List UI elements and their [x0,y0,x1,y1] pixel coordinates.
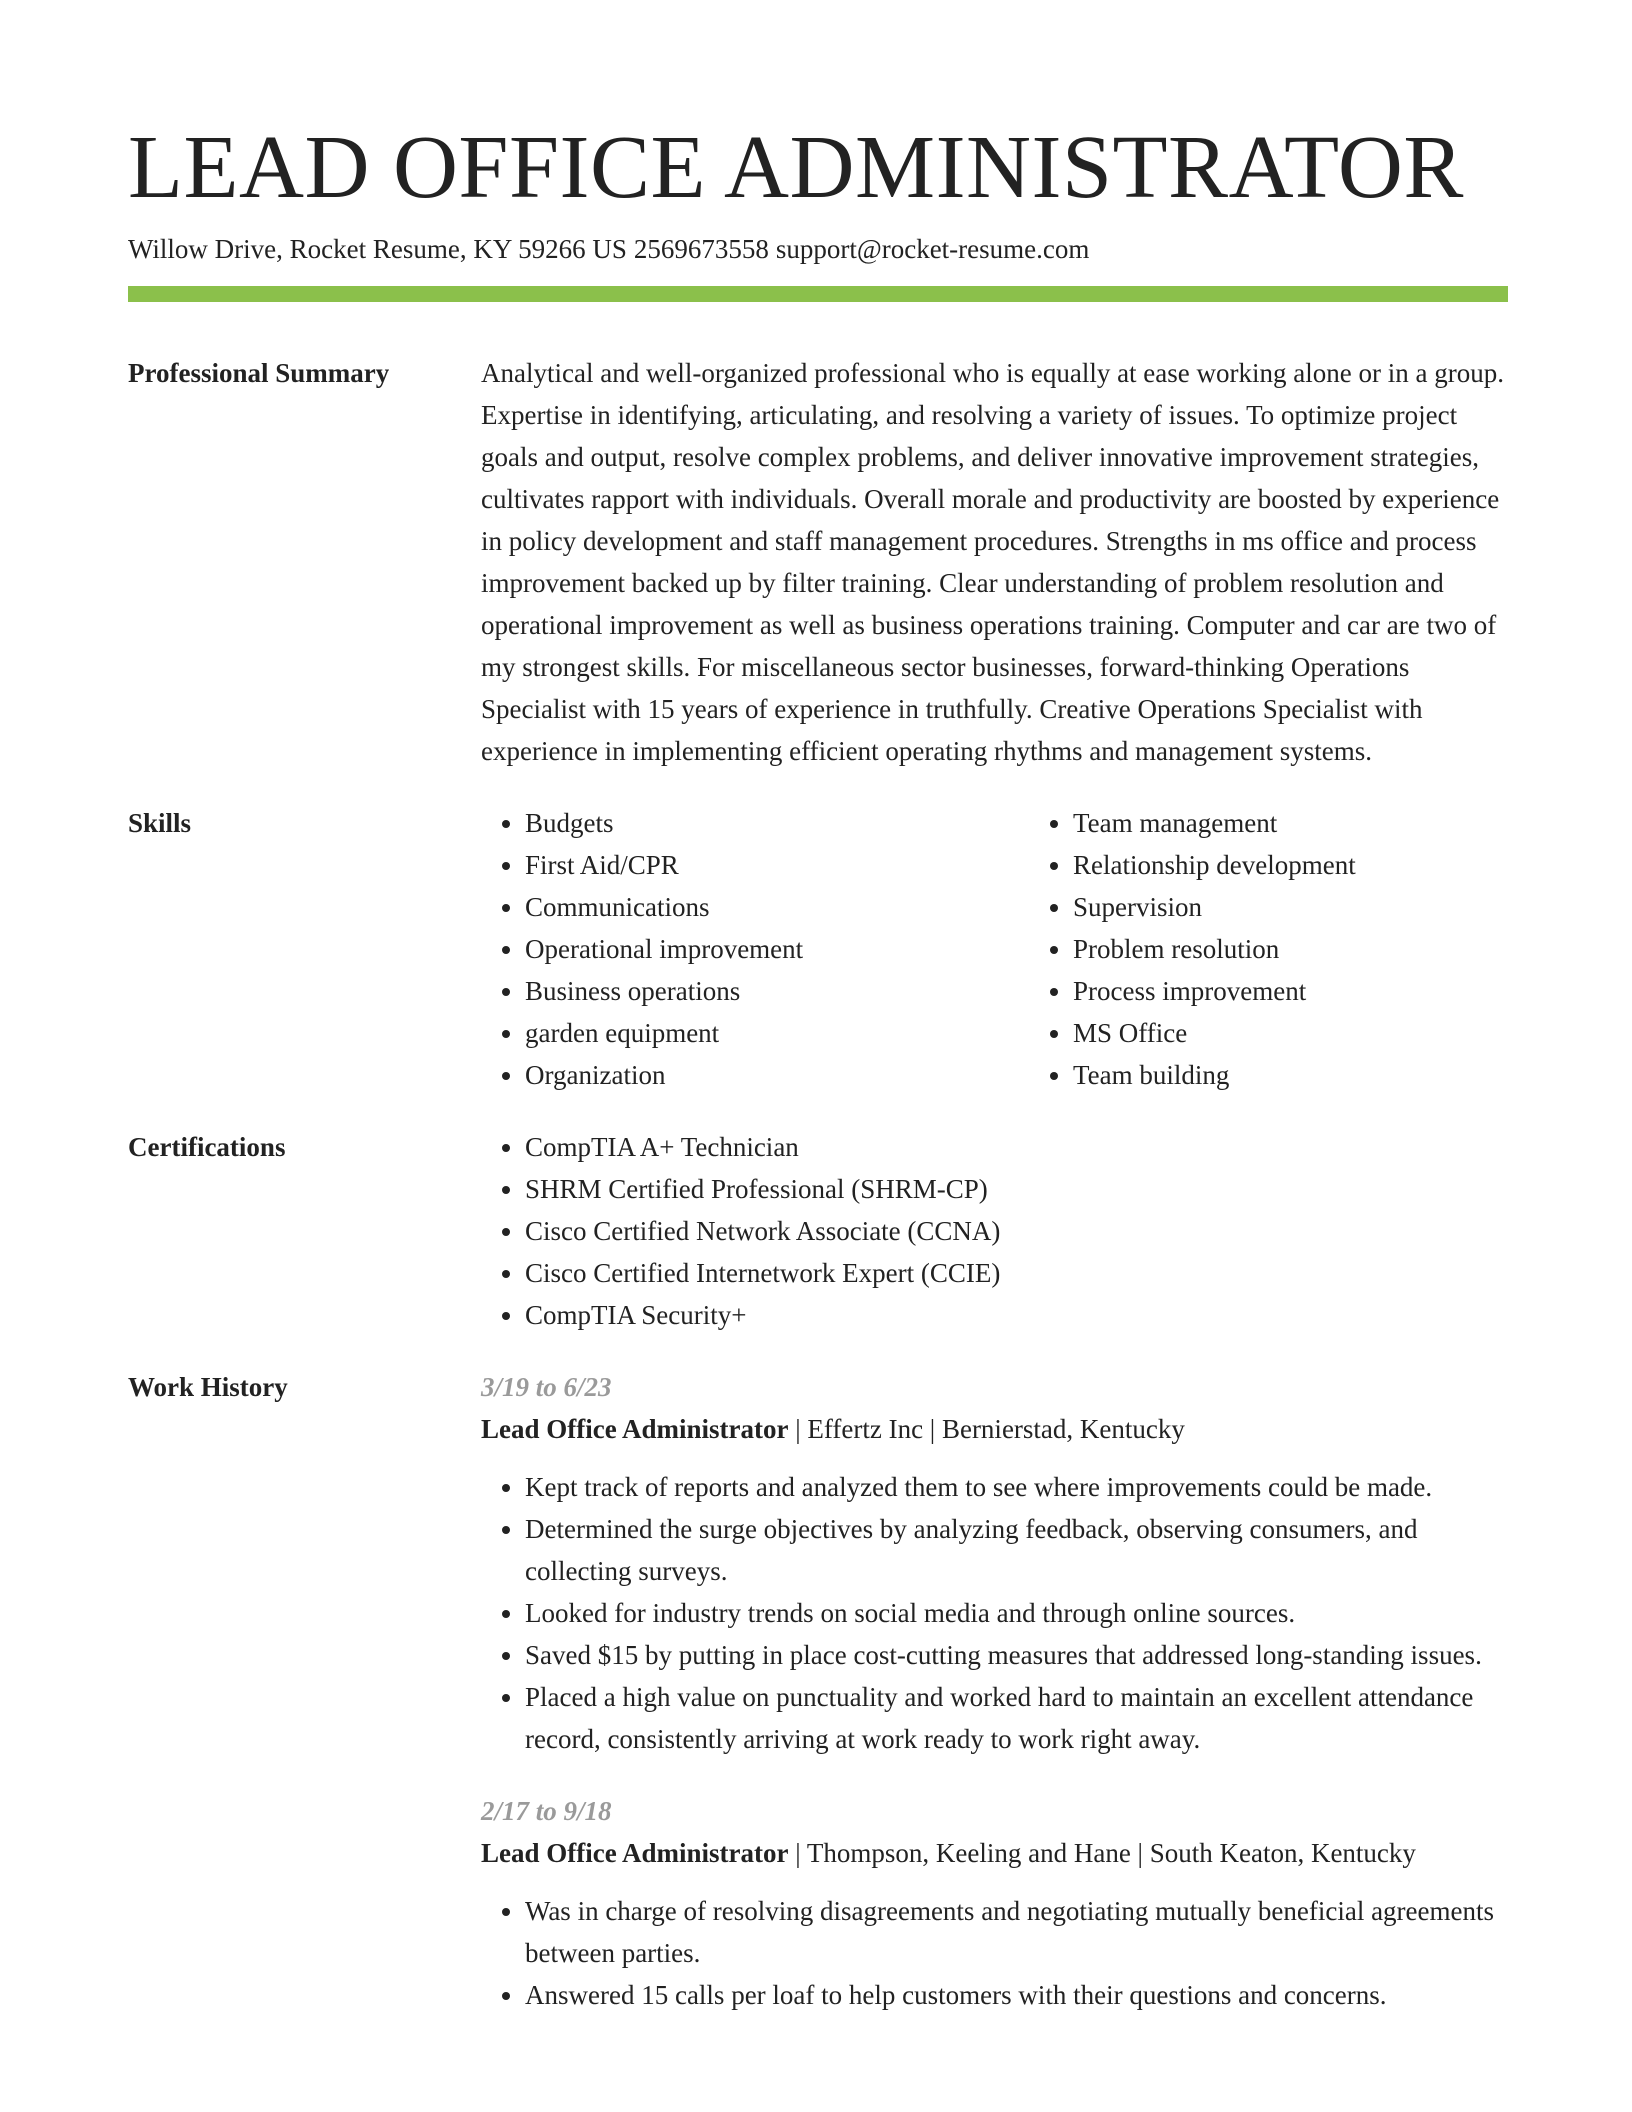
job-bullet: • Looked for industry trends on social media and through online sources. [525,1592,1508,1634]
skill-item: • Team building [1073,1054,1577,1096]
skill-item: • Business operations [525,970,1029,1012]
skill-item: • MS Office [1073,1012,1577,1054]
certifications-section [128,1126,1508,1336]
job-bullets [481,1466,1508,1760]
contact-email: support@rocket-resume.com [775,234,1090,264]
skill-item: • First Aid/CPR [525,844,1029,886]
resume-title: LEAD OFFICE ADMINISTRATOR [128,118,1464,217]
skill-item: • garden equipment [525,1012,1029,1054]
section-title-certifications: Certifications [128,1132,286,1162]
job-bullets [481,1890,1508,2016]
job-bullet: • Placed a high value on punctuality and worked hard to maintain an excellent attendance record, consistently arriving at work ready to work right away. [525,1676,1508,1760]
skill-item: • Operational improvement [525,928,1029,970]
certification-item: • CompTIA Security+ [525,1294,1508,1336]
skill-item: • Relationship development [1073,844,1577,886]
job-heading [481,1408,1508,1450]
skill-item: • Supervision [1073,886,1577,928]
job-company-location: | Thompson, Keeling and Hane | South Keaton, Kentucky [788,1838,1416,1868]
summary-text: Analytical and well-organized professional who is equally at ease working alone or in a group. Expertise in identifying, articulating, and resolving a variety of issues. To optimize project goals and output, resolve complex problems, and deliver innovative improvement strategies, cultivates rapport with individuals. Overall morale and productivity are boosted by experience in policy development and staff management procedures. Strengths in ms office and process improvement backed up by filter training. Clear understanding of problem resolution and operational improvement as well as business operations training. Computer and car are two of my strongest skills. For miscellaneous sector businesses, forward-thinking Operations Specialist with 15 years of experience in truthfully. Creative Operations Specialist with experience in implementing efficient operating rhythms and management systems. [481,358,1504,766]
contact-address: Willow Drive, Rocket Resume, KY 59266 US [128,234,627,264]
certification-item: • SHRM Certified Professional (SHRM-CP) [525,1168,1508,1210]
job-company-location: | Effertz Inc | Bernierstad, Kentucky [788,1414,1185,1444]
skill-item: • Budgets [525,802,1029,844]
skill-item: • Organization [525,1054,1029,1096]
certifications-list [481,1126,1508,1336]
skill-item: • Communications [525,886,1029,928]
work-history-body [481,1366,1508,2016]
job-heading [481,1832,1508,1874]
section-title-skills: Skills [128,808,192,838]
skills-section [128,802,1508,1096]
certification-item: • Cisco Certified Network Associate (CCNA) [525,1210,1508,1252]
summary-section [128,352,1508,772]
section-title-work-history: Work History [128,1372,288,1402]
certification-item: • CompTIA A+ Technician [525,1126,1508,1168]
section-title-summary: Professional Summary [128,358,390,388]
job-title: Lead Office Administrator [481,1838,789,1868]
contact-line [128,232,1508,266]
skill-item: • Process improvement [1073,970,1577,1012]
job-bullet: • Was in charge of resolving disagreements and negotiating mutually beneficial agreements between parties. [525,1890,1508,1974]
job-bullet: • Determined the surge objectives by analyzing feedback, observing consumers, and collecting surveys. [525,1508,1508,1592]
header-divider [128,286,1508,302]
contact-phone: 2569673558 [633,234,769,264]
job-title: Lead Office Administrator [481,1414,789,1444]
job-bullet: • Saved $15 by putting in place cost-cutting measures that addressed long-standing issues. [525,1634,1508,1676]
skills-list-right [1029,802,1577,1096]
skills-grid [481,802,1577,1096]
skill-item: • Problem resolution [1073,928,1577,970]
certification-item: • Cisco Certified Internetwork Expert (CCIE) [525,1252,1508,1294]
job-dates: 2/17 to 9/18 [481,1796,612,1826]
job-entry [481,1790,1508,2016]
job-bullet: • Answered 15 calls per loaf to help customers with their questions and concerns. [525,1974,1508,2016]
job-dates: 3/19 to 6/23 [481,1372,612,1402]
work-history-section [128,1366,1508,2016]
job-entry [481,1366,1508,1760]
skill-item: • Team management [1073,802,1577,844]
skills-list-left [481,802,1029,1096]
job-bullet: • Kept track of reports and analyzed them to see where improvements could be made. [525,1466,1508,1508]
